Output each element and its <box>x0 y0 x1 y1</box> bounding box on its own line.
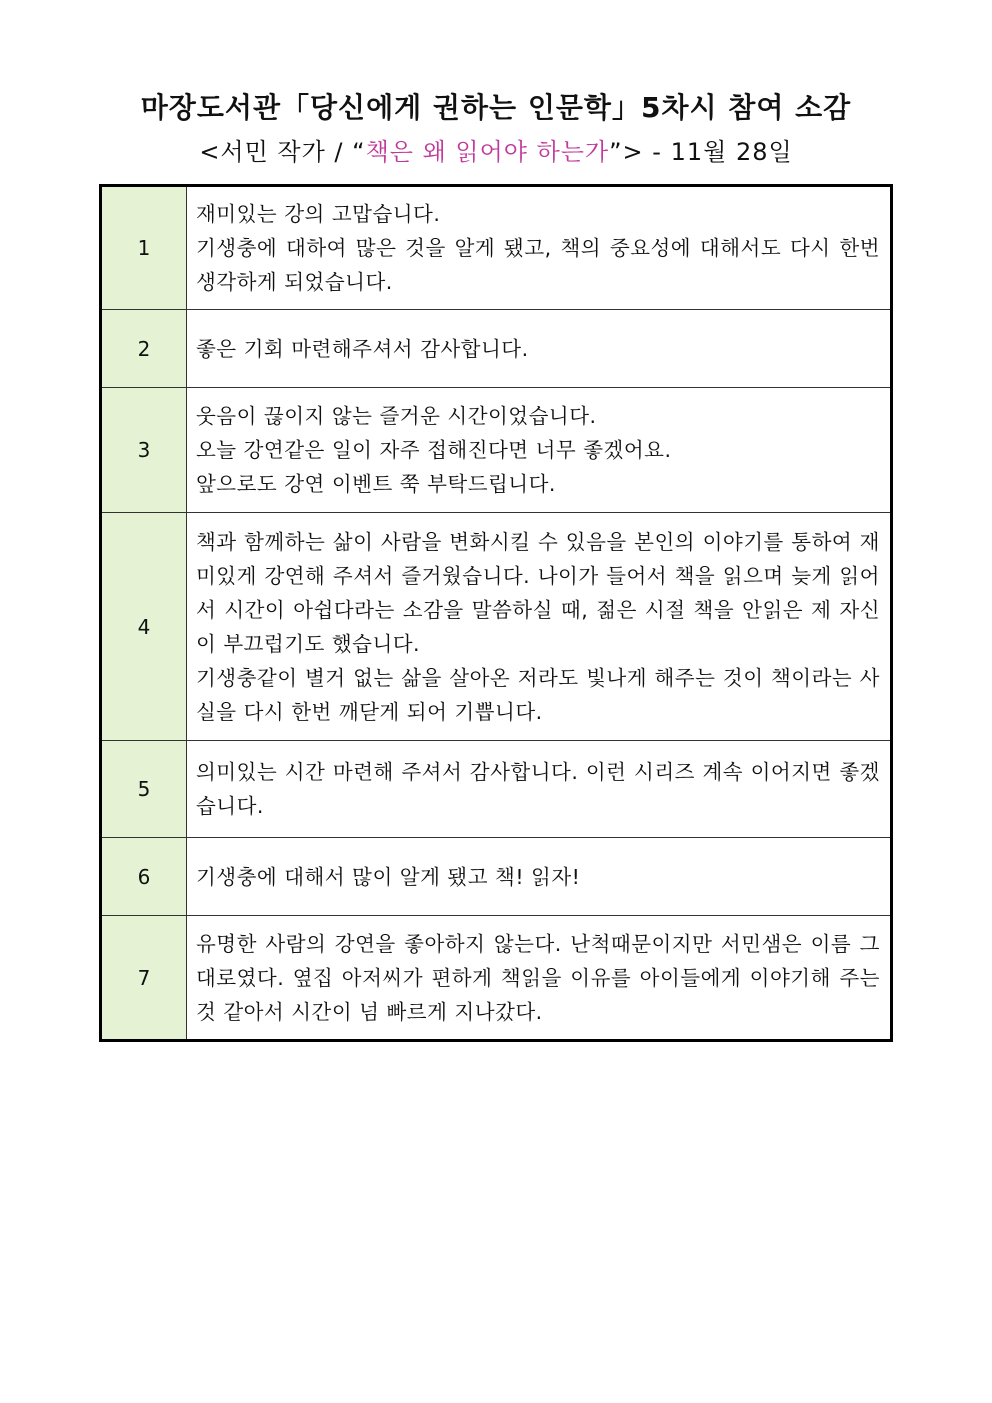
feedback-line: 재미있는 강의 고맙습니다. <box>196 202 441 226</box>
page-title: 마장도서관「당신에게 권하는 인문학」5차시 참여 소감 <box>140 91 852 124</box>
table-row <box>101 310 892 388</box>
table-row <box>101 388 892 513</box>
feedback-line: 오늘 강연같은 일이 자주 접해진다면 너무 좋겠어요. <box>196 438 672 462</box>
feedback-table <box>99 184 893 1042</box>
feedback-line: 기생충에 대하여 많은 것을 알게 됐고, 책의 중요성에 대해서도 다시 한번 생각하게 되었습니다. <box>196 236 880 294</box>
table-row <box>101 838 892 916</box>
row-number: 1 <box>101 186 187 310</box>
table-row <box>101 186 892 310</box>
page-subtitle <box>0 134 992 170</box>
feedback-line: 앞으로도 강연 이벤트 쭉 부탁드립니다. <box>196 472 556 496</box>
row-number: 7 <box>101 916 187 1041</box>
feedback-text <box>187 513 892 741</box>
row-number: 2 <box>101 310 187 388</box>
feedback-line: 책과 함께하는 삶이 사람을 변화시킬 수 있음을 본인의 이야기를 통하여 재미있게 강연해 주셔서 즐거웠습니다. 나이가 들어서 책을 읽으며 늦게 읽어서 시간이 아쉽다라는 소감을 말씀하실 때, 젊은 시절 책을 안읽은 제 자신이 부끄럽기도 했습니다. <box>196 529 880 656</box>
feedback-line: 좋은 기회 마련해주셔서 감사합니다. <box>196 336 529 361</box>
row-number: 4 <box>101 513 187 741</box>
feedback-text <box>187 186 892 310</box>
table-row <box>101 513 892 741</box>
feedback-line: 의미있는 시간 마련해 주셔서 감사합니다. 이런 시리즈 계속 이어지면 좋겠습니다. <box>196 760 880 818</box>
feedback-line: 유명한 사람의 강연을 좋아하지 않는다. 난척때문이지만 서민샘은 이름 그대로였다. 옆집 아저씨가 편하게 책읽을 이유를 아이들에게 이야기해 주는 것 같아서 시간이 넘 빠르게 지나갔다. <box>196 931 880 1024</box>
row-number: 3 <box>101 388 187 513</box>
row-number: 6 <box>101 838 187 916</box>
table-row <box>101 916 892 1041</box>
feedback-text <box>187 916 892 1041</box>
row-number: 5 <box>101 741 187 838</box>
table-row <box>101 741 892 838</box>
book-title: 책은 왜 읽어야 하는가 <box>365 138 610 166</box>
subtitle-prefix: <서민 작가 / “ <box>199 138 366 166</box>
feedback-text <box>187 388 892 513</box>
feedback-text <box>187 838 892 916</box>
feedback-text <box>187 741 892 838</box>
feedback-text <box>187 310 892 388</box>
subtitle-suffix: ”> - 11월 28일 <box>609 138 793 166</box>
feedback-line: 기생충에 대해서 많이 알게 됐고 책! 읽자! <box>196 864 581 889</box>
feedback-line: 웃음이 끊이지 않는 즐거운 시간이었습니다. <box>196 404 597 428</box>
feedback-line: 기생충같이 별거 없는 삶을 살아온 저라도 빛나게 해주는 것이 책이라는 사실을 다시 한번 깨닫게 되어 기쁩니다. <box>196 665 880 724</box>
